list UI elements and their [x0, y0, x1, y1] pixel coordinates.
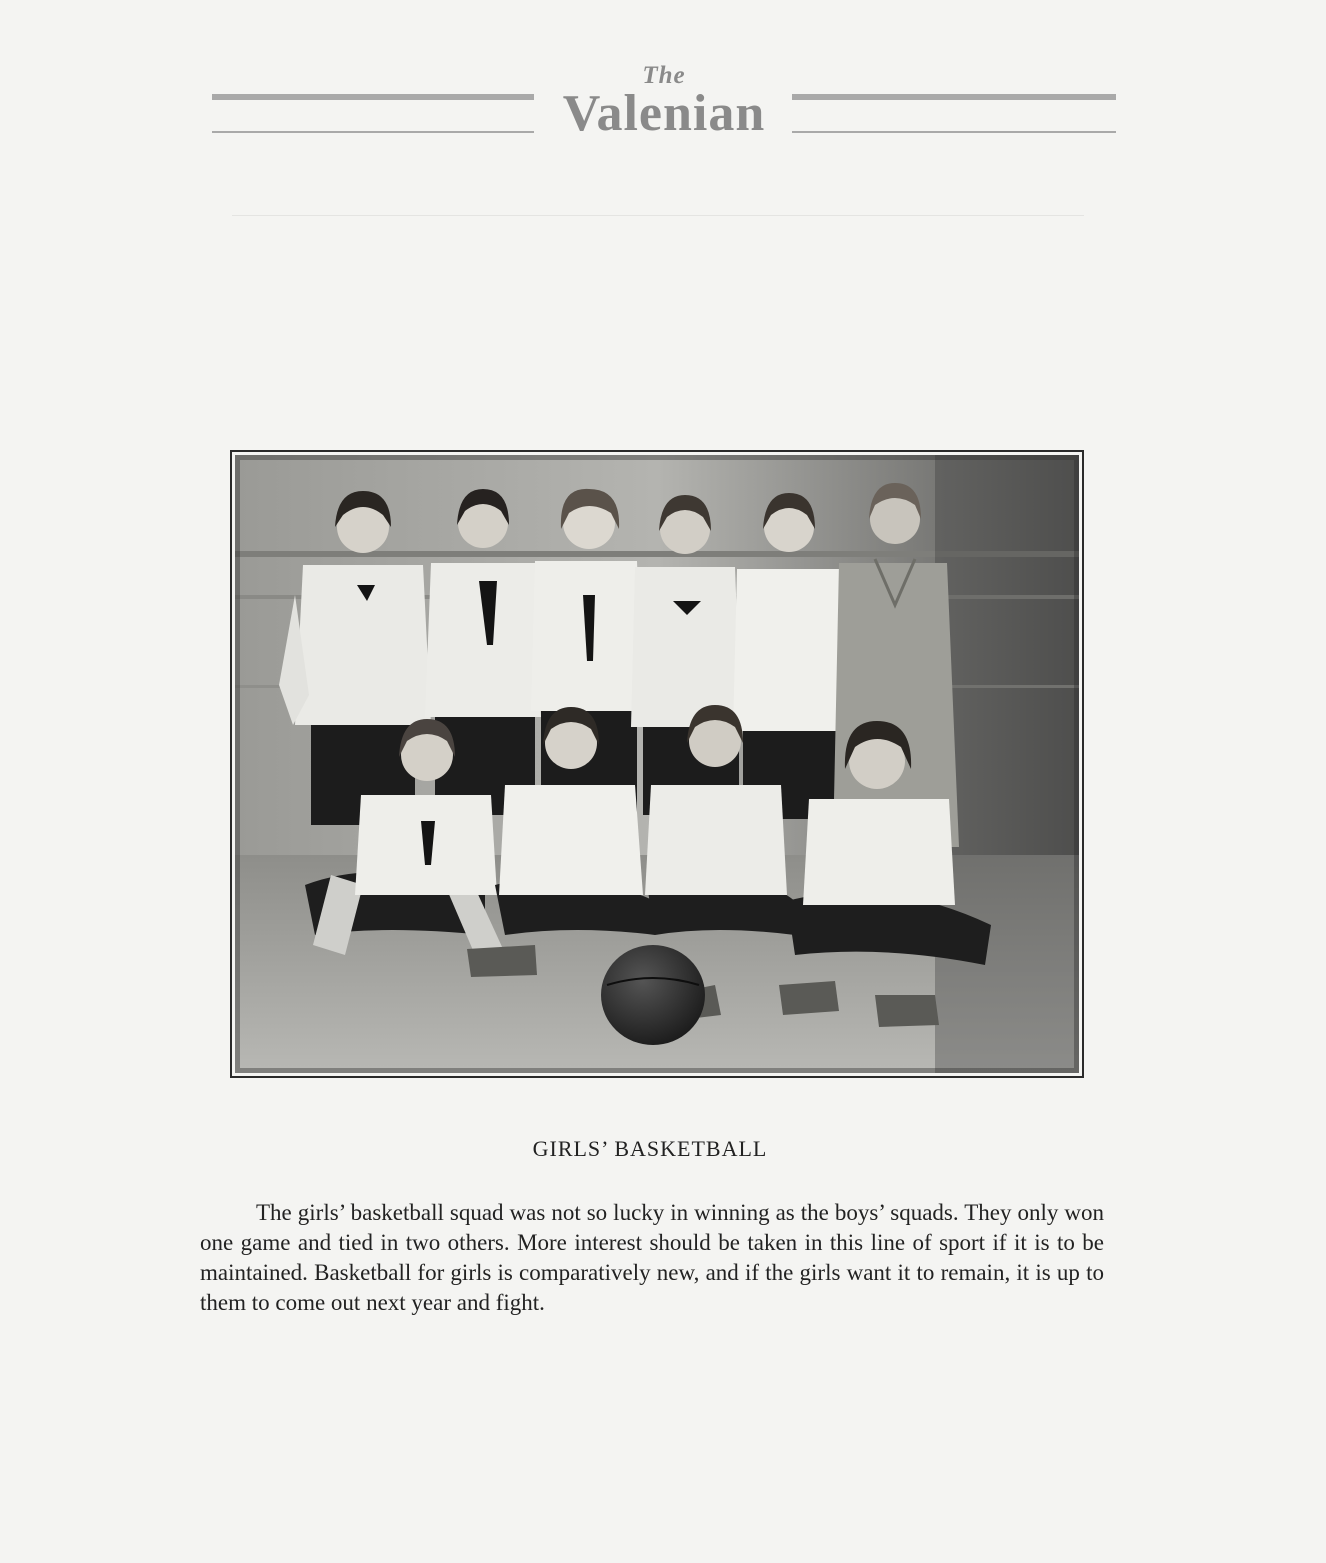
masthead-rule-right-thick: [792, 94, 1116, 100]
masthead-rule-left-thin: [212, 131, 534, 133]
basketball: [601, 945, 705, 1045]
masthead: [212, 60, 1116, 150]
masthead-name: Valenian: [562, 85, 766, 142]
show-through-line: [232, 215, 1084, 216]
masthead-rule-right-thin: [792, 131, 1116, 133]
masthead-title: [542, 60, 786, 150]
masthead-the-label: The: [642, 62, 686, 89]
body-paragraph: The girls’ basketball squad was not so lucky in winning as the boys’ squads. They only won one game and tied in two others. More interest should be taken in this line of sport if it is to be maintained. Basketball for girls is comparatively new, and if the girls want it to remain, it is up to them to come out next year and fight.: [200, 1200, 1104, 1315]
team-photo-frame: [230, 450, 1084, 1078]
masthead-rule-left-thick: [212, 94, 534, 100]
team-photo: [235, 455, 1079, 1073]
photo-caption: GIRLS’ BASKETBALL: [532, 1136, 768, 1161]
